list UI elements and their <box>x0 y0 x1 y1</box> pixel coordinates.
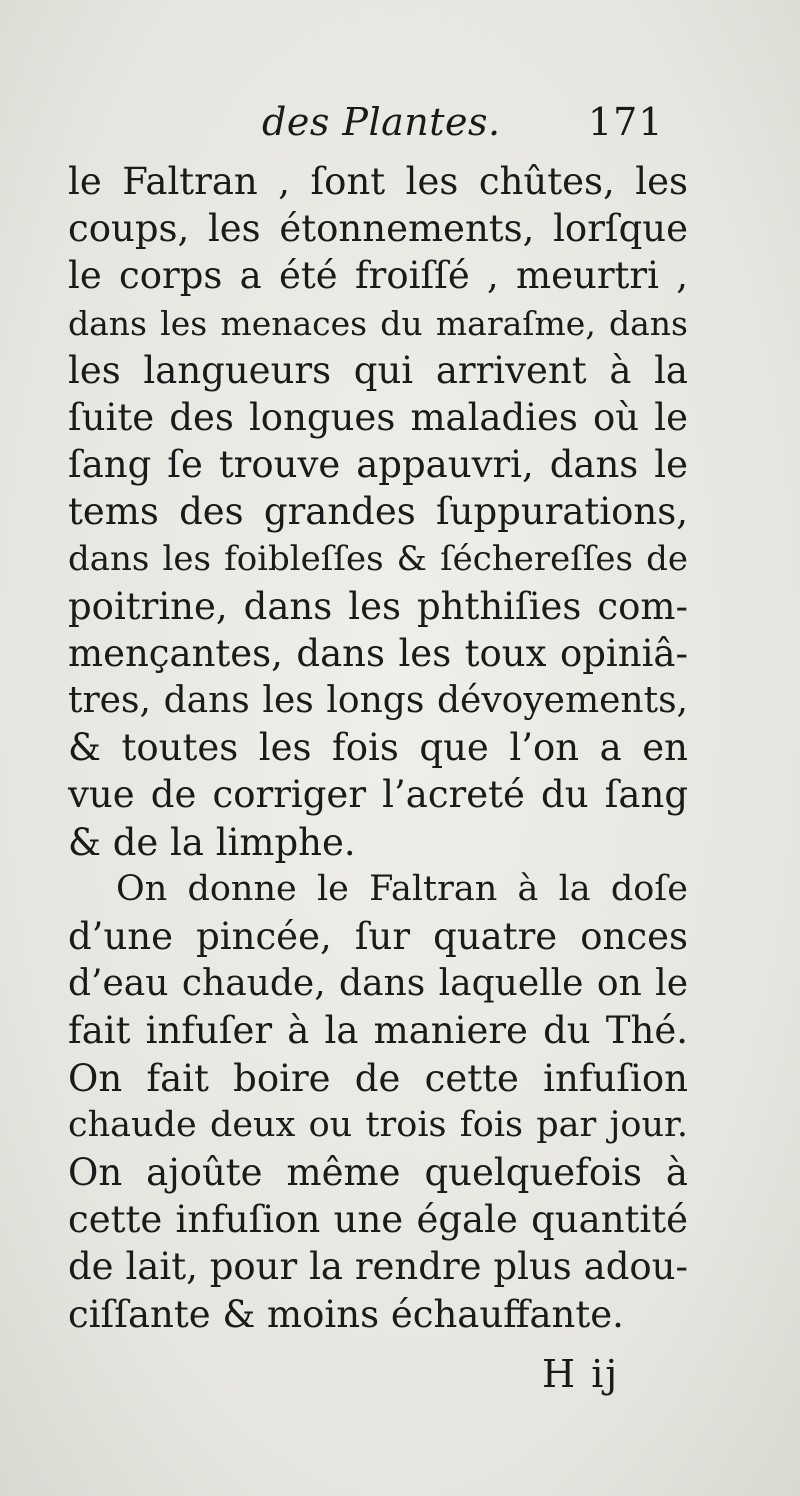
text-line: ciſſante & moins échauffante. <box>68 1292 624 1336</box>
text-line: cette infuſion une égale quantité <box>68 1198 688 1242</box>
text-line: fait infuſer à la maniere du Thé. <box>68 1009 688 1053</box>
text-line: tres, dans les longs dévoyements, <box>68 680 688 722</box>
text-line: poitrine, dans les phthiſies com- <box>68 584 688 628</box>
body-text <box>68 158 688 1338</box>
text-line: ſang ſe trouve appauvri, dans le <box>68 443 688 487</box>
page-number: 171 <box>588 100 664 144</box>
paragraph-1 <box>68 158 688 866</box>
text-line: On ajoûte même quelquefois à <box>68 1150 688 1194</box>
running-head: des Plantes. <box>262 100 501 144</box>
text-line: vue de corriger l’acreté du ſang <box>68 773 688 817</box>
text-line: mençantes, dans les toux opiniâ- <box>68 631 688 675</box>
text-line: On fait boire de cette infuſion <box>68 1056 688 1100</box>
text-line: de lait, pour la rendre plus adou- <box>68 1245 688 1289</box>
page-header <box>0 100 800 150</box>
paragraph-2 <box>68 866 688 1338</box>
text-line: & de la limphe. <box>68 820 356 864</box>
text-line: dans les foibleſſes & ſéchereſſes de <box>68 538 688 579</box>
text-line: coups, les étonnements, lorſque <box>68 207 688 251</box>
text-line: ſuite des longues maladies où le <box>68 395 688 439</box>
text-line: le corps a été froiſſé , meurtri , <box>68 254 688 298</box>
text-line: On donne le Faltran à la doſe <box>116 868 688 909</box>
text-line: les langueurs qui arrivent à la <box>68 348 688 392</box>
signature-mark: H ij <box>542 1352 620 1396</box>
text-line: le Faltran , ſont les chûtes, les <box>68 160 688 203</box>
text-line: d’eau chaude, dans laquelle on le <box>68 963 688 1005</box>
text-line: tems des grandes ſuppurations, <box>68 490 688 534</box>
text-line: chaude deux ou trois fois par jour. <box>68 1104 688 1145</box>
text-line: dans les menaces du maraſme, dans <box>68 303 688 343</box>
text-line: & toutes les fois que l’on a en <box>68 726 688 770</box>
text-line: d’une pincée, ſur quatre onces <box>68 915 688 958</box>
